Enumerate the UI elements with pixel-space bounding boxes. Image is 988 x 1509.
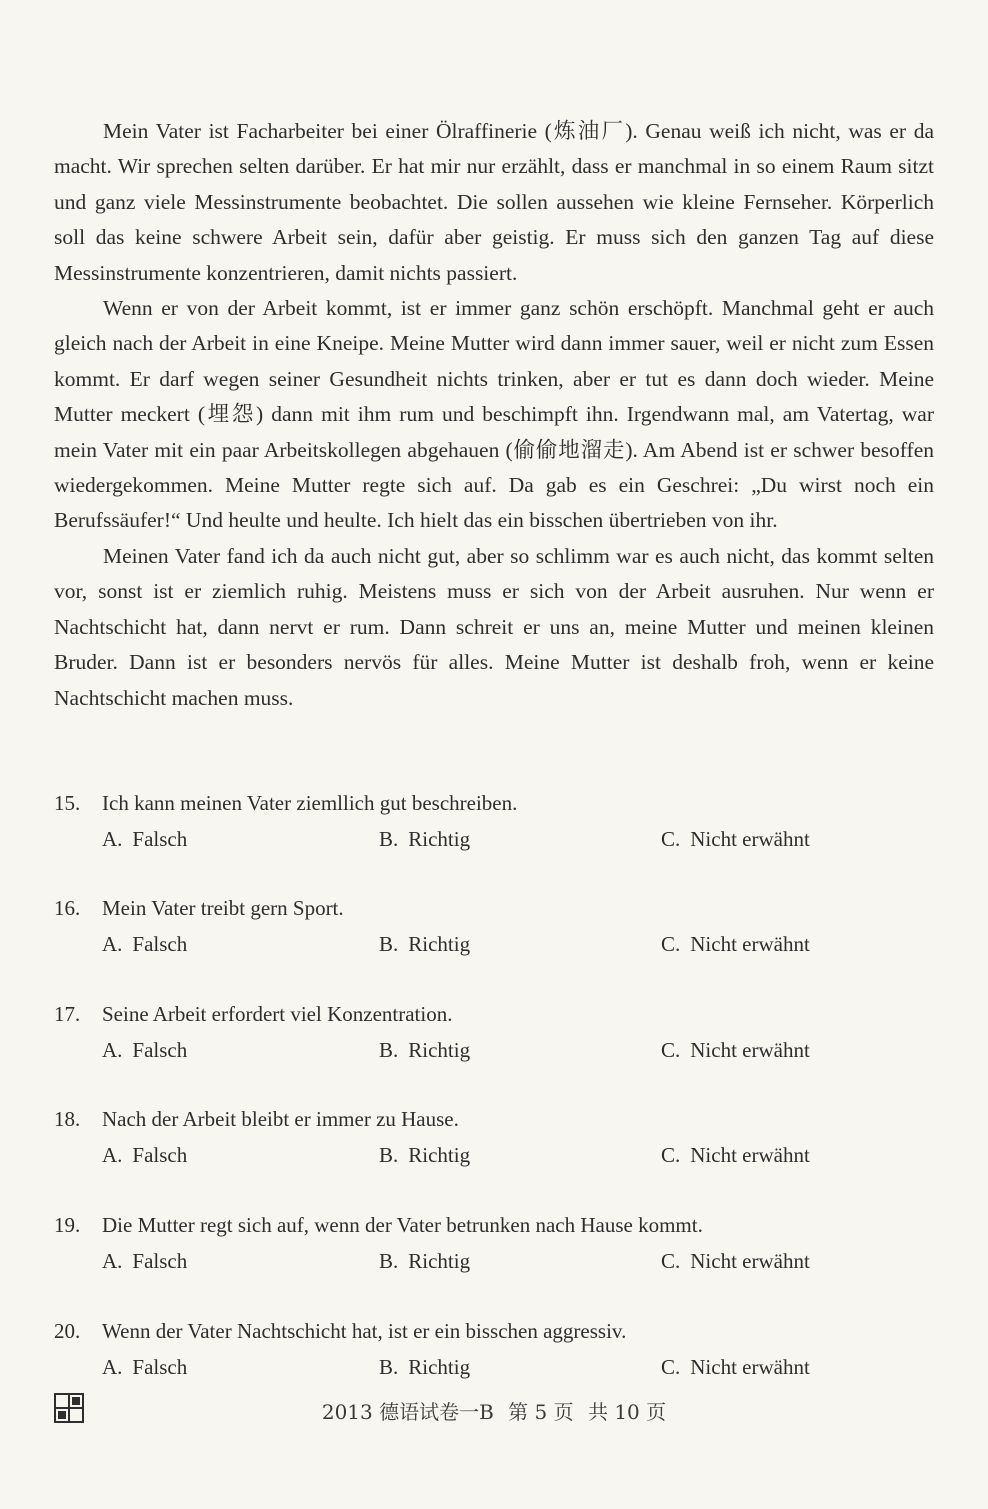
question-text: Nach der Arbeit bleibt er immer zu Hause. [102, 1107, 459, 1131]
question-number: 18. [54, 1107, 81, 1131]
question-number: 19. [54, 1213, 81, 1237]
option-a[interactable]: A. Falsch [102, 1038, 188, 1062]
passage-paragraph: Meinen Vater fand ich da auch nicht gut, aber so schlimm war es auch nicht, das kommt selten vor, sonst ist er ziemlich ruhig. Meistens muss er sich von der Arbeit ausruhen. Nur wenn er Nachtschicht hat, dann nervt er rum. Dann schreit er uns an, meine Mutter und meinen kleinen Bruder. Dann ist er besonders nervös für alles. Meine Mutter ist deshalb froh, wenn er keine Nachtschicht machen muss. [54, 543, 934, 710]
question-text: Seine Arbeit erfordert viel Konzentration. [102, 1002, 453, 1026]
option-b[interactable]: B. Richtig [379, 932, 471, 956]
option-c[interactable]: C. Nicht erwähnt [661, 1355, 810, 1379]
question-15 [54, 785, 934, 857]
option-b[interactable]: B. Richtig [379, 1143, 471, 1167]
option-b[interactable]: B. Richtig [379, 1038, 471, 1062]
option-a[interactable]: A. Falsch [102, 1143, 188, 1167]
option-b[interactable]: B. Richtig [379, 1355, 471, 1379]
option-a[interactable]: A. Falsch [102, 1249, 188, 1273]
option-c[interactable]: C. Nicht erwähnt [661, 932, 810, 956]
question-16 [54, 890, 934, 962]
question-number: 16. [54, 896, 81, 920]
option-c[interactable]: C. Nicht erwähnt [661, 1143, 810, 1167]
option-c[interactable]: C. Nicht erwähnt [661, 1249, 810, 1273]
option-b[interactable]: B. Richtig [379, 827, 471, 851]
exam-title: 2013 德语试卷一B [321, 1400, 494, 1424]
question-text: Mein Vater treibt gern Sport. [102, 896, 344, 920]
question-18 [54, 1101, 934, 1173]
total-pages: 共 10 页 [587, 1400, 667, 1424]
passage-paragraph: Wenn er von der Arbeit kommt, ist er immer ganz schön erschöpft. Manchmal geht er auch gleich nach der Arbeit in eine Kneipe. Meine Mutter wird dann immer sauer, weil er nicht zum Essen kommt. Er darf wegen seiner Gesundheit nichts trinken, aber er tut es dann doch wieder. Meine Mutter meckert (埋怨) dann mit ihm rum und beschimpft ihn. Irgendwann mal, am Vatertag, war mein Vater mit ein paar Arbeitskollegen abgehauen (偷偷地溜走). Am Abend ist er schwer besoffen wiedergekommen. Meine Mutter regte sich auf. Da gab es ein Geschrei: „Du wirst noch ein Berufssäufer!“ Und heulte und heulte. Ich hielt das ein bisschen übertrieben von ihr. [54, 296, 934, 533]
question-number: 17. [54, 1002, 81, 1026]
question-text: Die Mutter regt sich auf, wenn der Vater betrunken nach Hause kommt. [102, 1213, 703, 1237]
option-b[interactable]: B. Richtig [379, 1249, 471, 1273]
passage-paragraph: Mein Vater ist Facharbeiter bei einer Ölraffinerie (炼油厂). Genau weiß ich nicht, was er da macht. Wir sprechen selten darüber. Er hat mir nur erzählt, dass er manchmal in so einem Raum sitzt und ganz viele Messinstrumente beobachtet. Die sollen aussehen wie kleine Fernseher. Körperlich soll das keine schwere Arbeit sein, dafür aber geistig. Er muss sich den ganzen Tag auf diese Messinstrumente konzentrieren, damit nichts passiert. [54, 119, 934, 285]
page-footer [0, 1396, 988, 1428]
question-17 [54, 996, 934, 1068]
question-text: Wenn der Vater Nachtschicht hat, ist er ein bisschen aggressiv. [102, 1319, 627, 1343]
option-a[interactable]: A. Falsch [102, 1355, 188, 1379]
option-c[interactable]: C. Nicht erwähnt [661, 1038, 810, 1062]
question-20 [54, 1313, 934, 1385]
question-text: Ich kann meinen Vater ziemllich gut beschreiben. [102, 791, 518, 815]
reading-passage [54, 114, 934, 716]
page-number: 第 5 页 [508, 1400, 574, 1424]
option-a[interactable]: A. Falsch [102, 932, 188, 956]
question-number: 20. [54, 1319, 81, 1343]
option-a[interactable]: A. Falsch [102, 827, 188, 851]
question-19 [54, 1207, 934, 1279]
option-c[interactable]: C. Nicht erwähnt [661, 827, 810, 851]
question-number: 15. [54, 791, 81, 815]
